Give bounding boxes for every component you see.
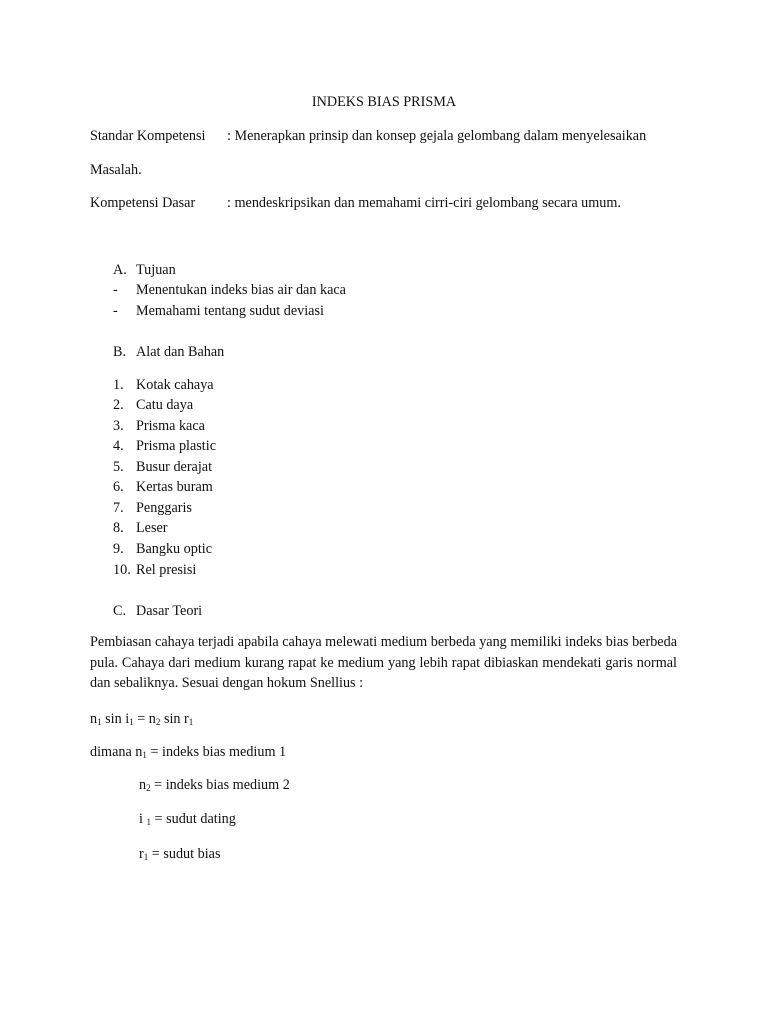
list-item: Prisma plastic (136, 438, 216, 454)
section-a-heading: Tujuan (136, 262, 176, 278)
list-item: Rel presisi (136, 562, 197, 578)
list-item: Prisma kaca (136, 418, 205, 434)
list-number: 7. (113, 500, 124, 516)
definition-n2 (139, 776, 290, 794)
definition-r1-text: = sudut bias (148, 846, 221, 862)
formula-n1-subscript: 1 (97, 717, 102, 727)
formula-i-subscript: 1 (129, 717, 134, 727)
formula-n2-subscript: 2 (155, 717, 161, 727)
definition-r1-subscript: 1 (143, 852, 149, 862)
definition-n1-subscript: 1 (142, 750, 147, 760)
theory-paragraph: Pembiasan cahaya terjadi apabila cahaya melewati medium berbeda yang memiliki indeks bias berbeda pula. Cahaya dari medium kurang rapat ke medium yang lebih rapat dibiaskan mendekati garis normal dan sebaliknya. Sesuai dengan hokum Snellius : (90, 634, 677, 691)
list-item: Memahami tentang sudut deviasi (136, 303, 324, 319)
section-c-heading: Dasar Teori (136, 603, 203, 619)
section-a-marker: A. (113, 262, 127, 278)
list-number: 9. (113, 541, 124, 557)
list-item: Penggaris (136, 500, 192, 516)
document-title: INDEKS BIAS PRISMA (311, 94, 457, 110)
section-c-marker: C. (113, 603, 127, 619)
list-item: Menentukan indeks bias air dan kaca (136, 282, 346, 298)
kompetensi-dasar-value: : mendeskripsikan dan memahami cirri-ciri gelombang secara umum. (227, 195, 621, 211)
definition-i1 (139, 810, 236, 828)
formula-sin-r: sin r (160, 711, 189, 727)
definition-i1-subscript: 1 (146, 817, 151, 827)
list-item: Leser (136, 520, 168, 536)
standar-kompetensi-value: : Menerapkan prinsip dan konsep gejala gelombang dalam menyelesaikan (227, 128, 647, 144)
bullet-marker: - (113, 303, 118, 319)
kompetensi-dasar-label: Kompetensi Dasar (90, 195, 196, 211)
section-b-heading: Alat dan Bahan (136, 344, 225, 360)
list-number: 8. (113, 520, 124, 536)
definition-n1-text: = indeks bias medium 1 (146, 744, 287, 760)
formula-sin-i: sin i (101, 711, 130, 727)
definition-prefix: dimana n (90, 744, 143, 760)
definition-r1-var: r (139, 846, 144, 862)
definition-n2-text: = indeks bias medium 2 (150, 777, 290, 793)
standar-kompetensi-label: Standar Kompetensi (90, 128, 206, 144)
list-number: 10. (113, 562, 131, 578)
list-item: Bangku optic (136, 541, 213, 557)
definition-i1-var: i (139, 811, 147, 827)
list-number: 3. (113, 418, 124, 434)
formula-equals-n2: = n (133, 711, 156, 727)
definition-n2-subscript: 2 (146, 783, 151, 793)
formula-r-subscript: 1 (188, 717, 194, 727)
list-number: 4. (113, 438, 124, 454)
list-item: Catu daya (136, 397, 194, 413)
definition-r1 (139, 845, 220, 863)
bullet-marker: - (113, 282, 118, 298)
list-item: Busur derajat (136, 459, 213, 475)
list-number: 5. (113, 459, 124, 475)
section-b-marker: B. (113, 344, 127, 360)
list-item: Kotak cahaya (136, 377, 214, 393)
definition-n1 (90, 743, 286, 761)
definition-i1-text: = sudut dating (151, 811, 236, 827)
list-number: 6. (113, 479, 124, 495)
list-item: Kertas buram (136, 479, 213, 495)
definition-n2-var: n (139, 777, 147, 793)
formula-n1: n (90, 711, 98, 727)
list-number: 2. (113, 397, 124, 413)
snell-formula (90, 710, 193, 728)
standar-kompetensi-continuation: Masalah. (90, 162, 142, 178)
list-number: 1. (113, 377, 124, 393)
